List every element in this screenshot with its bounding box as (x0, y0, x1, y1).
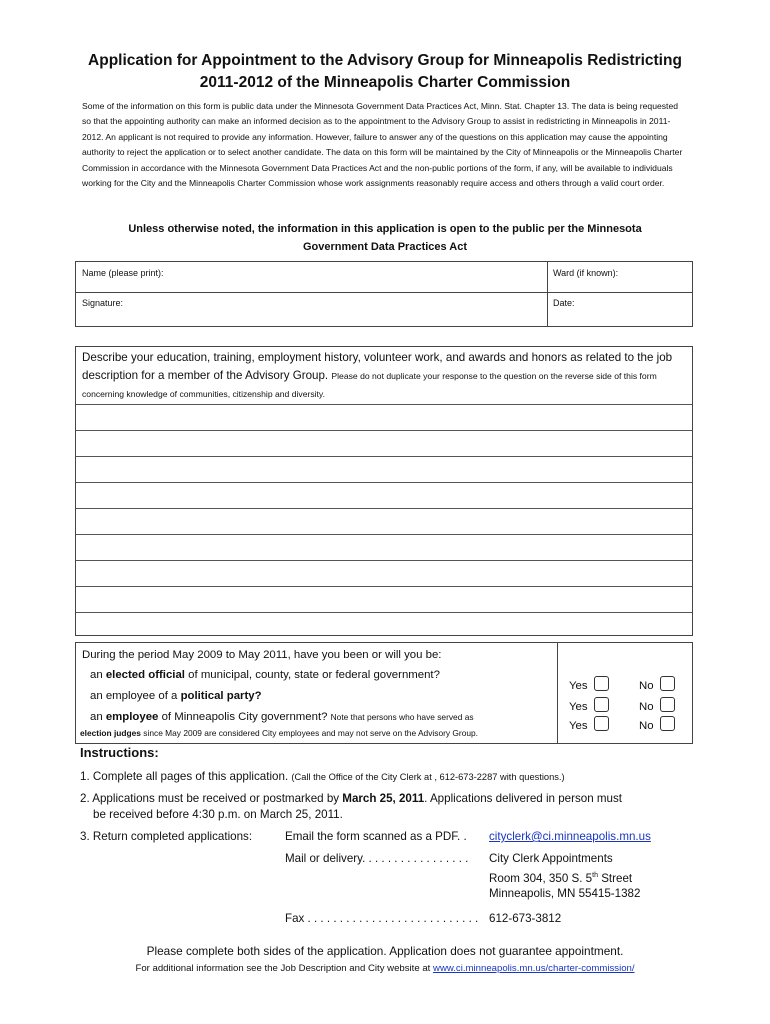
email-label: Email the form scanned as a PDF. . (285, 830, 467, 843)
political-party-no[interactable]: No (639, 697, 675, 713)
column-divider (547, 262, 548, 326)
mail-label: Mail or delivery. . . . . . . . . . . . . . . . . (285, 852, 469, 865)
row-divider (76, 292, 692, 293)
website-link[interactable]: www.ci.minneapolis.mn.us/charter-commission/ (433, 963, 635, 974)
instruction-step-1: 1. Complete all pages of this application. (Call the Office of the City Clerk at , 612-673-2287 with questions.) (80, 770, 565, 783)
checkbox[interactable] (594, 697, 609, 712)
instructions-heading: Instructions: (80, 745, 159, 760)
public-data-notice (80, 220, 690, 256)
checkbox[interactable] (594, 676, 609, 691)
title-line-1: Application for Appointment to the Advisory Group for Minneapolis Redistricting (88, 52, 682, 69)
description-main: Describe your education, training, employment history, volunteer work, and awards and honors as related to the job description for a member of the Advisory Group. (82, 351, 673, 382)
fax-label: Fax . . . . . . . . . . . . . . . . . . . . . . . . . . . (285, 912, 479, 925)
form-title (60, 50, 710, 94)
checkbox[interactable] (660, 716, 675, 731)
answer-line[interactable] (76, 430, 692, 431)
instruction-step-3: 3. Return completed applications: (80, 830, 253, 843)
footer-website-line: For additional information see the Job Description and City website at www.ci.minneapolis.mn.us/charter-commission/ (135, 963, 635, 974)
mail-address-line-3: Minneapolis, MN 55415-1382 (489, 887, 641, 900)
elected-official-no[interactable]: No (639, 676, 675, 692)
checkbox[interactable] (660, 697, 675, 712)
signature-field[interactable]: Signature: (82, 298, 124, 308)
name-field[interactable]: Name (please print): (82, 268, 164, 278)
fax-number: 612-673-3812 (489, 912, 562, 925)
political-party-question: an employee of a political party? (90, 690, 262, 702)
title-line-2: 2011-2012 of the Minneapolis Charter Commission (199, 74, 571, 91)
applicant-info-box (75, 261, 693, 327)
answer-line[interactable] (76, 482, 692, 483)
elected-official-yes[interactable]: Yes (569, 676, 609, 692)
notice-line-1: Unless otherwise noted, the information in this application is open to the public per the Minnesota (128, 223, 642, 235)
election-judges-note: election judges since May 2009 are considered City employees and may not serve on the Advisory Group. (80, 728, 479, 738)
ward-field[interactable]: Ward (if known): (553, 268, 619, 278)
description-prompt (82, 349, 686, 403)
city-employee-yes[interactable]: Yes (569, 716, 609, 732)
description-box (75, 346, 693, 636)
footer-note: Please complete both sides of the application. Application does not guarantee appointment. (146, 944, 624, 958)
city-employee-no[interactable]: No (639, 716, 675, 732)
column-divider (557, 643, 558, 743)
answer-line[interactable] (76, 560, 692, 561)
answer-line[interactable] (76, 404, 692, 405)
description-note: Please do not duplicate your response to the question on the reverse side of this form concerning knowledge of communities, citizenship and diversity. (82, 371, 657, 399)
date-field[interactable]: Date: (553, 298, 575, 308)
email-link[interactable]: cityclerk@ci.minneapolis.mn.us (489, 830, 651, 843)
political-party-yes[interactable]: Yes (569, 697, 609, 713)
mail-address-line-2: Room 304, 350 S. 5th Street (489, 871, 633, 885)
intro-paragraph: Some of the information on this form is public data under the Minnesota Government Data Practices Act, Minn. Stat. Chapter 13. The data is being requested so that the appointing authority can make an informed decision as to the appointment to the Advisory Group to assist in redistricting in Minneapolis in 2011-2012. An applicant is not required to provide any information. However, failure to answer any of the questions on this application may cause the appointing authority to reject the application or to select another candidate. The data on this form will be maintained by the City of Minneapolis or the Minneapolis Charter Commission in accordance with the Minnesota Government Data Practices Act and the non-public portions of the form, if any, will be available to individuals working for the City and the Minneapolis Charter Commission whose work assignments reasonably require access and others through a valid court order. (82, 101, 683, 189)
instruction-step-2: 2. Applications must be received or postmarked by March 25, 2011. Applications delivered in person must (80, 792, 622, 805)
elected-official-question: an elected official of municipal, county, state or federal government? (90, 669, 440, 681)
period-question: During the period May 2009 to May 2011, have you been or will you be: (82, 649, 442, 661)
answer-line[interactable] (76, 508, 692, 509)
answer-line[interactable] (76, 456, 692, 457)
checkbox[interactable] (594, 716, 609, 731)
notice-line-2: Government Data Practices Act (302, 241, 468, 253)
answer-line[interactable] (76, 534, 692, 535)
answer-line[interactable] (76, 612, 692, 613)
checkbox[interactable] (660, 676, 675, 691)
instruction-step-2-line-2: be received before 4:30 p.m. on March 25, 2011. (93, 808, 343, 821)
employment-period-box (75, 642, 693, 744)
answer-line[interactable] (76, 586, 692, 587)
city-employee-question: an employee of Minneapolis City government? Note that persons who have served as (90, 711, 474, 723)
mail-address-line-1: City Clerk Appointments (489, 852, 613, 865)
